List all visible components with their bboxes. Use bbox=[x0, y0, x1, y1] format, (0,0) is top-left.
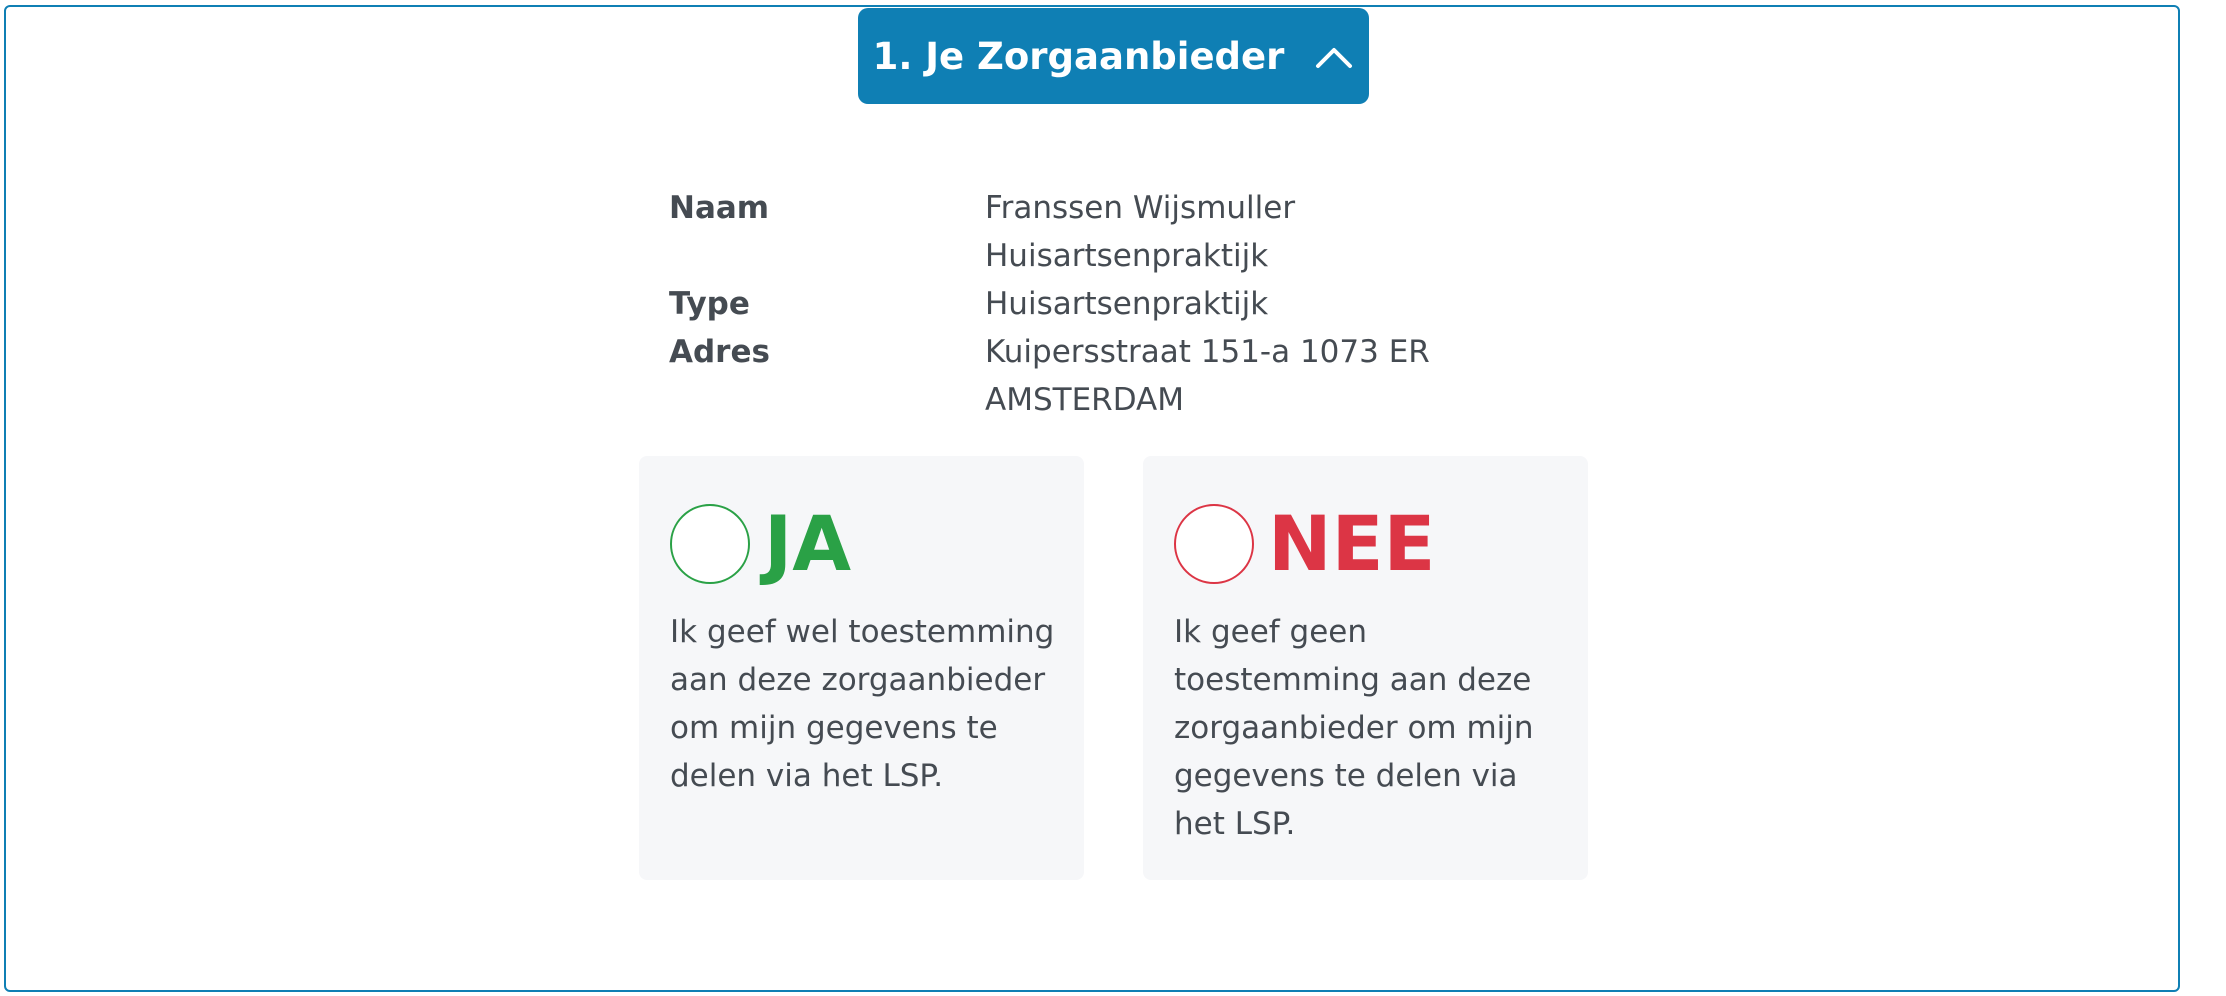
consent-no-radio[interactable] bbox=[1174, 504, 1254, 584]
provider-label-address: Adres bbox=[669, 334, 770, 370]
consent-yes-header bbox=[670, 499, 852, 588]
consent-no-label: NEE bbox=[1268, 499, 1436, 588]
provider-details bbox=[669, 184, 1469, 424]
section-toggle-button[interactable] bbox=[858, 8, 1369, 104]
provider-label-type: Type bbox=[669, 286, 750, 322]
section-title: 1. Je Zorgaanbieder bbox=[872, 34, 1285, 78]
provider-value-type: Huisartsenpraktijk bbox=[985, 286, 1269, 322]
consent-no-description: Ik geef geen toestemming aan deze zorgaanbieder om mijn gegevens te delen via het LSP. bbox=[1174, 614, 1534, 842]
provider-row-type bbox=[669, 280, 1469, 328]
consent-yes-description: Ik geef wel toestemming aan deze zorgaanbieder om mijn gegevens te delen via het LSP. bbox=[670, 614, 1055, 794]
chevron-up-icon bbox=[1314, 42, 1354, 70]
provider-label-name: Naam bbox=[669, 190, 770, 226]
provider-row-address bbox=[669, 328, 1469, 424]
consent-no-card[interactable] bbox=[1143, 456, 1588, 880]
provider-value-name: Franssen Wijsmuller Huisartsenpraktijk bbox=[985, 190, 1296, 274]
provider-value-address: Kuipersstraat 151-a 1073 ER AMSTERDAM bbox=[985, 334, 1430, 418]
consent-yes-radio[interactable] bbox=[670, 504, 750, 584]
consent-section-panel bbox=[4, 5, 2180, 992]
consent-yes-label: JA bbox=[764, 499, 852, 588]
consent-yes-card[interactable] bbox=[639, 456, 1084, 880]
provider-row-name bbox=[669, 184, 1469, 280]
consent-no-header bbox=[1174, 499, 1436, 588]
